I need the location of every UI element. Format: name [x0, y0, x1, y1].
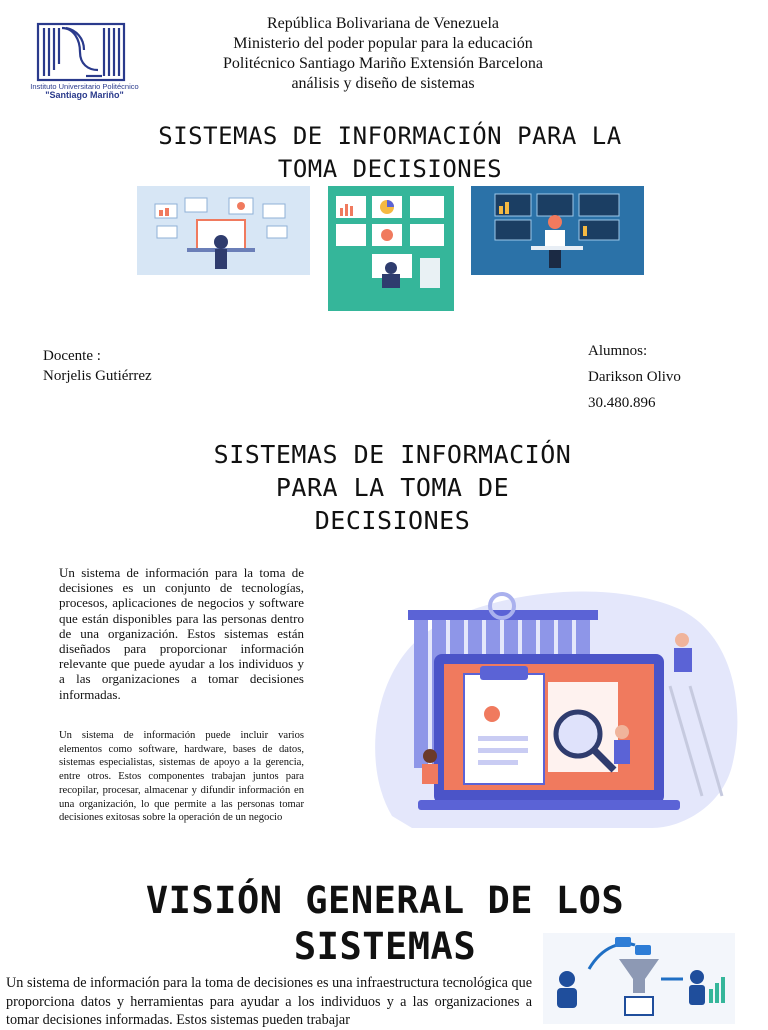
section2-title-line2: SISTEMAS	[293, 925, 477, 968]
iusm-logo-icon	[22, 18, 147, 82]
student-credit	[588, 338, 681, 416]
teacher-name: Norjelis Gutiérrez	[43, 368, 152, 384]
institute-logo	[22, 18, 147, 106]
teacher-label: Docente :	[43, 348, 101, 364]
monitor-wall-icon	[471, 186, 644, 275]
section1-title-line1: SISTEMAS DE INFORMACIÓN	[213, 440, 572, 469]
cover-title	[110, 120, 670, 186]
cover-title-line2: TOMA DECISIONES	[277, 155, 503, 183]
section-title-decision-systems	[160, 438, 625, 537]
header-line-ministry: Ministerio del poder popular para la educación	[233, 35, 533, 52]
logo-caption-line1: Instituto Universitario Politécnico	[30, 82, 139, 91]
header-line-institute: Politécnico Santiago Mariño Extensión Barcelona	[223, 55, 543, 72]
office-dashboard-illustration	[137, 186, 310, 275]
cover-title-line1: SISTEMAS DE INFORMACIÓN PARA LA	[158, 122, 622, 150]
data-analytics-illustration	[328, 186, 454, 311]
header-line-country: República Bolivariana de Venezuela	[266, 15, 500, 32]
section2-title-line1: VISIÓN GENERAL DE LOS	[145, 879, 625, 922]
data-flow-diagram	[543, 933, 735, 1024]
student-id: 30.480.896	[588, 395, 656, 411]
institution-header	[150, 14, 616, 94]
information-system-illustration	[352, 566, 747, 834]
teacher-credit	[43, 346, 152, 386]
analyst-desk-icon	[137, 186, 310, 275]
definition-paragraph: Un sistema de información para la toma de decisiones es un conjunto de tecnologías, procesos, aplicaciones de negocios y software que están disponibles para las personas dentro de una organización. Estos sistemas están diseñados para proporcionar información relevante que puede ayudar a los individuos y a las organizaciones a tomar decisiones informadas.	[59, 565, 304, 702]
header-line-subject: análisis y diseño de sistemas	[291, 75, 475, 92]
section1-title-line2: PARA LA TOMA DE	[275, 473, 510, 502]
logo-caption-line2: "Santiago Mariño"	[45, 90, 124, 100]
monitoring-room-illustration	[471, 186, 644, 275]
people-data-funnel-icon	[543, 933, 735, 1024]
section1-title-line3: DECISIONES	[314, 506, 471, 535]
analytics-screens-icon	[328, 186, 454, 311]
student-label: Alumnos:	[588, 343, 648, 359]
student-name: Darikson Olivo	[588, 369, 681, 385]
components-paragraph: Un sistema de información puede incluir varios elementos como software, hardware, bases de datos, sistemas especialistas, sistemas de apoyo a la gerencia, entre otros. Estos componentes trabajan juntos para recopilar, procesar, almacenar y difundir información en una organización, lo que permite a las personas tomar decisiones exitosas sobre la operación de un negocio	[59, 730, 304, 824]
overview-paragraph: Un sistema de información para la toma de decisiones es una infraestructura tecnológica que proporciona datos y herramientas para ayudar a los individuos y a las organizaciones a tomar decisiones informadas. Estos sistemas pueden trabajar	[6, 975, 532, 1028]
laptop-search-icon	[352, 566, 747, 834]
